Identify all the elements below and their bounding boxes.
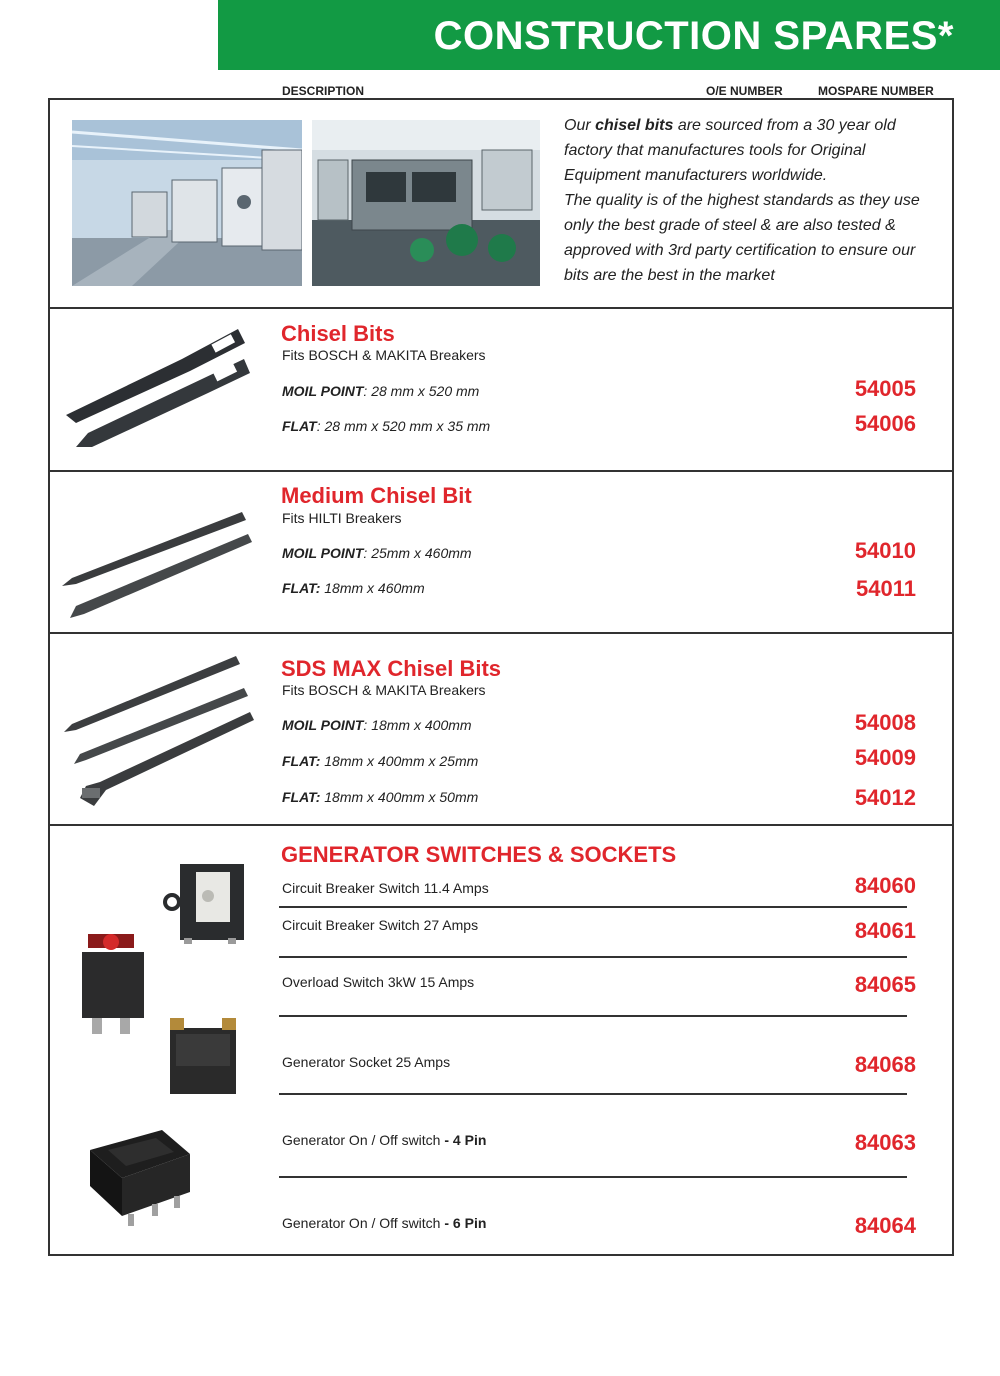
overload-switch-image [78, 930, 148, 1040]
column-header-mospare-number: MOSPARE NUMBER [818, 84, 934, 98]
header-band [218, 0, 1000, 70]
spec-value: 18mm x 400mm x 50mm [320, 789, 479, 805]
intro-text-part2: are sourced from a 30 year old factory that manufactures tools for Original Equipment manufacturers worldwide. [564, 117, 896, 184]
spec-value: : 28 mm x 520 mm [363, 383, 480, 399]
on-off-switch-image [86, 1120, 196, 1226]
part-number: 84061 [854, 918, 916, 943]
spec-value: : 28 mm x 520 mm x 35 mm [316, 418, 491, 434]
generator-socket-image [164, 1018, 244, 1104]
sds-max-chisel-bits-image [60, 648, 260, 818]
part-number: 54006 [854, 411, 916, 436]
column-header-oe-number: O/E NUMBER [706, 84, 783, 98]
section-medium-chisel-bit [50, 472, 952, 634]
section-chisel-bits [50, 309, 952, 472]
spec-value: : 18mm x 400mm [363, 717, 472, 733]
part-number: 84068 [854, 1052, 916, 1077]
part-number: 84063 [854, 1130, 916, 1155]
factory-photo-2 [312, 120, 540, 286]
spec-line [282, 789, 478, 805]
part-number: 84065 [854, 972, 916, 997]
list-item-label [282, 880, 489, 896]
spec-line [282, 580, 425, 596]
part-number: 54005 [854, 376, 916, 401]
item-label: Circuit Breaker Switch 27 Amps [282, 917, 479, 933]
item-label-bold: - 6 Pin [444, 1215, 487, 1231]
catalog-table [48, 98, 954, 1256]
spec-line [282, 383, 479, 399]
item-label: Generator On / Off switch [282, 1215, 445, 1231]
divider [279, 1015, 907, 1017]
spec-value: 18mm x 460mm [320, 580, 425, 596]
chisel-bits-image [62, 319, 252, 461]
item-label: Generator Socket 25 Amps [282, 1054, 451, 1070]
page-title: CONSTRUCTION SPARES* [433, 14, 954, 58]
spec-label: FLAT [282, 418, 317, 434]
spec-label: MOIL POINT [282, 717, 364, 733]
part-number: 54011 [856, 576, 916, 601]
spec-label: FLAT: [282, 789, 321, 805]
item-label: Generator On / Off switch [282, 1132, 445, 1148]
intro-text-part3: The quality is of the highest standards as they use only the best grade of steel & are also tested & approved with 3rd party certification to ensure our bits are the best in the market [564, 192, 920, 284]
section-generator-switches [50, 826, 952, 1254]
divider [279, 1176, 907, 1178]
part-number: 84064 [854, 1213, 916, 1238]
divider [279, 1093, 907, 1095]
list-item-label [282, 974, 474, 990]
section-fits: Fits BOSCH & MAKITA Breakers [282, 682, 486, 698]
list-item-label [282, 917, 478, 933]
spec-label: FLAT: [282, 580, 321, 596]
item-label: Overload Switch 3kW 15 Amps [282, 974, 475, 990]
medium-chisel-bit-image [58, 482, 254, 624]
list-item-label [282, 1054, 450, 1070]
intro-text-bold: chisel bits [595, 117, 674, 134]
column-header-description: DESCRIPTION [282, 84, 365, 98]
divider [279, 956, 907, 958]
spec-line [282, 545, 472, 561]
spec-label: MOIL POINT [282, 545, 364, 561]
part-number: 54010 [854, 538, 916, 563]
intro-text [564, 113, 944, 288]
circuit-breaker-image [162, 860, 254, 944]
section-fits: Fits HILTI Breakers [282, 510, 402, 526]
item-label-bold: - 4 Pin [444, 1132, 487, 1148]
section-title: Chisel Bits [281, 321, 395, 346]
section-sds-max-chisel-bits [50, 634, 952, 826]
spec-line [282, 753, 478, 769]
item-label: Circuit Breaker Switch 11.4 Amps [282, 880, 489, 896]
divider [279, 906, 907, 908]
spec-line [282, 418, 490, 434]
section-title: GENERATOR SWITCHES & SOCKETS [281, 842, 677, 867]
spec-label: FLAT: [282, 753, 321, 769]
section-title: Medium Chisel Bit [281, 483, 472, 508]
part-number: 54012 [854, 785, 916, 810]
part-number: 54009 [854, 745, 916, 770]
spec-label: MOIL POINT [282, 383, 364, 399]
list-item-label [282, 1132, 486, 1148]
spec-value: : 25mm x 460mm [363, 545, 472, 561]
list-item-label [282, 1215, 486, 1231]
spec-value: 18mm x 400mm x 25mm [320, 753, 479, 769]
section-fits: Fits BOSCH & MAKITA Breakers [282, 347, 486, 363]
part-number: 54008 [854, 710, 916, 735]
factory-photo-1 [72, 120, 302, 286]
intro-section [50, 100, 952, 309]
intro-text-part1: Our [564, 117, 596, 134]
spec-line [282, 717, 472, 733]
part-number: 84060 [854, 873, 916, 898]
section-title: SDS MAX Chisel Bits [281, 656, 502, 681]
